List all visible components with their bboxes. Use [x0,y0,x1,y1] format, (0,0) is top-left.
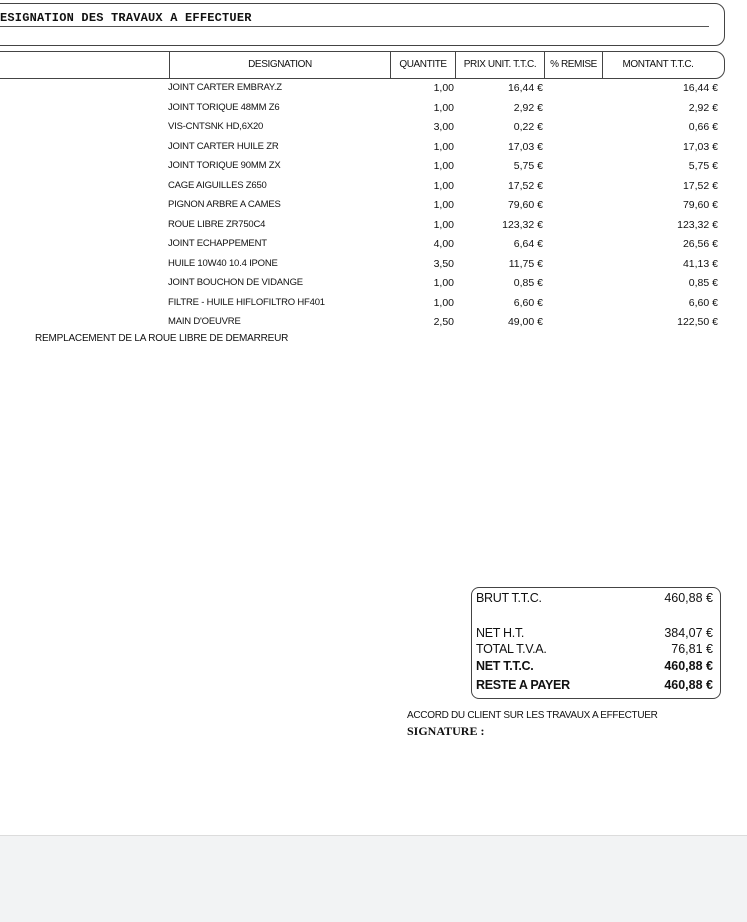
line-prix-unit: 5,75 € [513,160,543,172]
totals-box [471,587,721,699]
brut-value: 460,88 € [664,591,713,605]
line-designation: JOINT CARTER HUILE ZR [168,140,279,152]
line-quantite: 1,00 [433,218,454,231]
table-row [0,236,747,256]
table-row [0,295,747,315]
line-prix-unit: 0,22 € [513,121,543,133]
line-montant: 26,56 € [682,238,718,250]
table-row [0,256,747,276]
line-designation: JOINT TORIQUE 90MM ZX [168,160,281,171]
line-designation: JOINT ECHAPPEMENT [168,238,267,249]
line-montant: 123,32 € [677,218,718,231]
line-quantite: 1,00 [433,277,454,289]
table-row [0,158,747,178]
line-designation: ROUE LIBRE ZR750C4 [168,218,266,230]
table-row [0,100,747,120]
line-designation: HUILE 10W40 10.4 IPONE [168,257,278,269]
table-row [0,139,747,159]
line-prix-unit: 16,44 € [507,82,543,94]
line-designation: FILTRE - HUILE HIFLOFILTRO HF401 [168,296,325,308]
header-title: ESIGNATION DES TRAVAUX A EFFECTUER [0,11,252,25]
line-montant: 0,66 € [688,121,718,133]
line-prix-unit: 49,00 € [507,316,543,328]
line-quantite: 4,00 [433,238,454,250]
line-designation: JOINT BOUCHON DE VIDANGE [168,277,303,288]
line-quantite: 1,00 [433,101,454,114]
line-montant: 0,85 € [688,277,718,289]
work-designation-header [0,3,725,46]
net-ttc-value: 460,88 € [664,659,713,673]
line-quantite: 1,00 [433,140,454,153]
reste-a-payer-label: RESTE A PAYER [476,678,570,692]
line-prix-unit: 17,03 € [507,140,543,153]
column-prix-unit: PRIX UNIT. T.T.C. [463,59,537,70]
line-designation: JOINT CARTER EMBRAY.Z [168,82,282,93]
line-quantite: 1,00 [433,82,454,94]
line-prix-unit: 0,85 € [513,277,543,289]
table-row [0,217,747,237]
line-designation: MAIN D'OEUVRE [168,316,241,327]
line-designation: JOINT TORIQUE 48MM Z6 [168,101,280,113]
client-agreement-text: ACCORD DU CLIENT SUR LES TRAVAUX A EFFECTUER [407,710,658,721]
net-ht-value: 384,07 € [664,626,713,640]
reste-a-payer-value: 460,88 € [664,678,713,692]
signature-label: SIGNATURE : [407,724,485,738]
column-designation: DESIGNATION [248,59,312,70]
line-quantite: 2,50 [433,316,454,328]
table-row [0,197,747,217]
total-tva-label: TOTAL T.V.A. [476,642,547,656]
column-remise: % REMISE [550,59,597,70]
line-montant: 17,03 € [682,140,718,153]
table-header [0,51,725,79]
line-montant: 17,52 € [682,179,718,192]
line-prix-unit: 123,32 € [502,218,543,231]
table-row [0,275,747,295]
net-ht-label: NET H.T. [476,626,525,640]
line-montant: 16,44 € [682,82,718,94]
header-rule [0,26,709,27]
line-montant: 6,60 € [688,296,718,309]
line-quantite: 1,00 [433,179,454,192]
line-prix-unit: 2,92 € [513,101,543,114]
line-montant: 122,50 € [677,316,718,328]
table-row [0,119,747,139]
line-prix-unit: 17,52 € [507,179,543,192]
line-montant: 5,75 € [688,160,718,172]
line-quantite: 3,00 [433,121,454,133]
line-prix-unit: 11,75 € [508,257,543,270]
line-quantite: 1,00 [433,296,454,309]
line-designation: PIGNON ARBRE A CAMES [168,199,281,210]
net-ttc-label: NET T.T.C. [476,659,534,673]
line-prix-unit: 79,60 € [507,199,543,211]
column-montant: MONTANT T.T.C. [622,59,694,70]
brut-label: BRUT T.T.C. [476,591,542,605]
line-quantite: 3,50 [433,257,454,270]
column-quantite: QUANTITE [399,59,447,70]
line-prix-unit: 6,64 € [513,238,543,250]
line-quantite: 1,00 [433,160,454,172]
table-row [0,314,747,334]
line-designation: VIS-CNTSNK HD,6X20 [168,121,264,132]
line-prix-unit: 6,60 € [513,296,543,309]
line-montant: 2,92 € [688,101,718,114]
line-quantite: 1,00 [433,199,454,211]
work-comment: REMPLACEMENT DE LA ROUE LIBRE DE DEMARREUR [35,333,289,344]
line-montant: 79,60 € [682,199,718,211]
line-montant: 41,13 € [682,257,718,270]
total-tva-value: 76,81 € [671,642,713,656]
table-row [0,178,747,198]
table-row [0,80,747,100]
line-designation: CAGE AIGUILLES Z650 [168,179,267,191]
